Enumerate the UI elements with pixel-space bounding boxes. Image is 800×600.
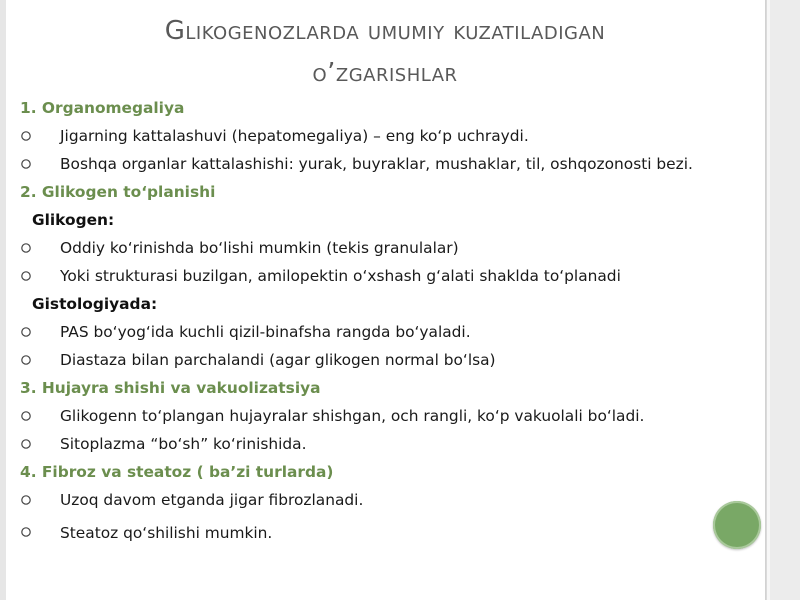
slide-title-line-1: Glikogenozlarda umumiy kuzatiladigan: [164, 16, 606, 46]
slide-title-line-2: o’zgarishlar: [312, 58, 458, 88]
green-circle-icon: [713, 501, 761, 549]
section-heading-glikogen-toplanishi: 2. Glikogen to‘planishi: [20, 183, 216, 201]
hollow-circle-bullet-icon: [20, 150, 36, 178]
section-heading-fibroz-steatoz: 4. Fibroz va steatoz ( ba’zi turlarda): [20, 463, 334, 481]
list-item-text: Oddiy ko‘rinishda bo‘lishi mumkin (tekis granulalar): [60, 239, 459, 257]
list-item-text: Uzoq davom etganda jigar fibrozlanadi.: [60, 491, 364, 509]
list-item-text: Boshqa organlar kattalashishi: yurak, buyraklar, mushaklar, til, oshqozonosti bezi.: [60, 155, 693, 173]
list-item: [20, 430, 765, 458]
hollow-circle-bullet-icon: [20, 318, 36, 346]
list-item: [20, 150, 765, 178]
list-item-text: Jigarning kattalashuvi (hepatomegaliya) – eng ko‘p uchraydi.: [60, 127, 529, 145]
list-item: [20, 346, 765, 374]
list-item: [20, 318, 765, 346]
list-item: [20, 486, 765, 514]
list-item: [20, 122, 765, 150]
list-item: [20, 402, 765, 430]
hollow-circle-bullet-icon: [20, 234, 36, 262]
slide-title: [60, 10, 710, 94]
hollow-circle-bullet-icon: [20, 486, 36, 514]
hollow-circle-bullet-icon: [20, 122, 36, 150]
list-item-text: Sitoplazma “bo‘sh” ko‘rinishida.: [60, 435, 307, 453]
list-item-text: Diastaza bilan parchalandi (agar glikogen normal bo‘lsa): [60, 351, 496, 369]
list-item: [20, 262, 765, 290]
left-frame-border: [0, 0, 6, 600]
hollow-circle-bullet-icon: [20, 430, 36, 458]
subheading-glikogen: Glikogen:: [32, 211, 115, 229]
slide-content: [20, 94, 765, 548]
hollow-circle-bullet-icon: [20, 262, 36, 290]
list-item-text: Glikogenn to‘plangan hujayralar shishgan, och rangli, ko‘p vakuolali bo‘ladi.: [60, 407, 645, 425]
list-item-text: Steatoz qo‘shilishi mumkin.: [60, 524, 273, 542]
list-item: [20, 234, 765, 262]
section-heading-hujayra-shishi: 3. Hujayra shishi va vakuolizatsiya: [20, 379, 321, 397]
section-heading-organomegaliya: 1. Organomegaliya: [20, 99, 185, 117]
hollow-circle-bullet-icon: [20, 402, 36, 430]
right-frame-line: [766, 0, 770, 600]
list-item-text: Yoki strukturasi buzilgan, amilopektin o‘xshash g‘alati shaklda to‘planadi: [60, 267, 621, 285]
hollow-circle-bullet-icon: [20, 346, 36, 374]
right-frame-border: [765, 0, 800, 600]
list-item-text: PAS bo‘yog‘ida kuchli qizil-binafsha rangda bo‘yaladi.: [60, 323, 471, 341]
subheading-gistologiyada: Gistologiyada:: [32, 295, 158, 313]
list-item: [20, 514, 765, 548]
hollow-circle-bullet-icon: [20, 514, 36, 542]
